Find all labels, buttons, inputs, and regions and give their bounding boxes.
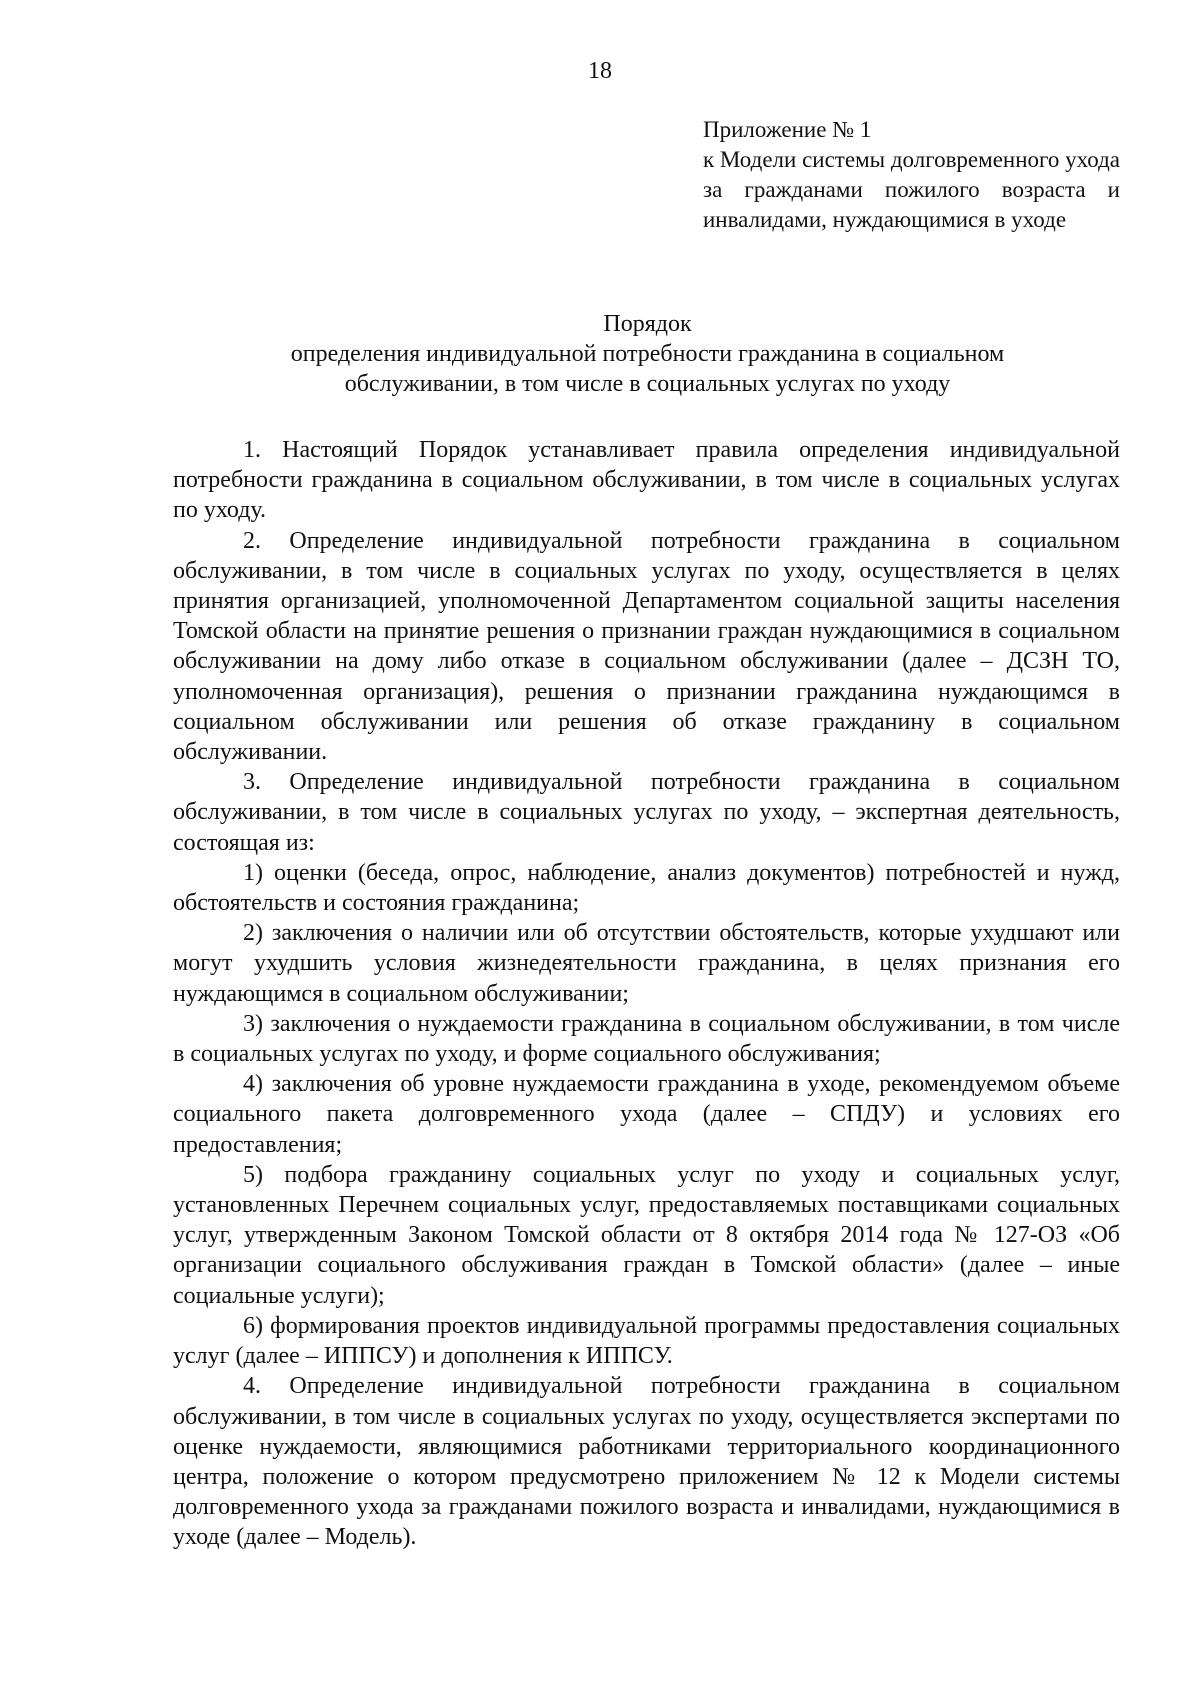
list-item-5: 5) подбора гражданину социальных услуг по уходу и социальных услуг, установленных Перечнем социальных услуг, предоставляемых поставщиками социальных услуг, утвержденным Законом Томской области от 8 октября 2014 года № 127-ОЗ «Об организации социального обслуживания граждан в Томской области» (далее – иные социальные услуги); <box>173 1161 1120 1309</box>
paragraph-4: 4. Определение индивидуальной потребности гражданина в социальном обслуживании, в том числе в социальных услугах по уходу, осуществляется экспертами по оценке нуждаемости, являющимися работниками территориального координационного центра, положение о котором предусмотрено приложением № 12 к Модели системы долговременного ухода за гражданами пожилого возраста и инвалидами, нуждающимися в уходе (далее – Модель). <box>173 1373 1120 1551</box>
paragraph-3: 3. Определение индивидуальной потребности гражданина в социальном обслуживании, в том числе в социальных услугах по уходу, – экспертная деятельность, состоящая из: <box>173 769 1120 856</box>
paragraph-2: 2. Определение индивидуальной потребности гражданина в социальном обслуживании, в том числе в социальных услугах по уходу, осуществляется в целях принятия организацией, уполномоченной Департаментом социальной защиты населения Томской области на принятие решения о признании граждан нуждающимися в социальном обслуживании на дому либо отказе в социальном обслуживании (далее – ДСЗН ТО, уполномоченная организация), решения о признании гражданина нуждающимся в социальном обслуживании или решения об отказе гражданину в социальном обслуживании. <box>173 527 1120 766</box>
list-item-3: 3) заключения о нуждаемости гражданина в социальном обслуживании, в том числе в социальных услугах по уходу, и форме социального обслуживания; <box>173 1010 1120 1068</box>
list-item-4: 4) заключения об уровне нуждаемости гражданина в уходе, рекомендуемом объеме социального пакета долговременного ухода (далее – СПДУ) и условиях его предоставления; <box>173 1071 1120 1158</box>
list-item-1: 1) оценки (беседа, опрос, наблюдение, анализ документов) потребностей и нужд, обстоятельств и состояния гражданина; <box>173 859 1120 917</box>
page-number: 18 <box>588 58 612 84</box>
appendix-title: Приложение № 1 <box>703 117 872 142</box>
heading-subtitle-line-2: обслуживании, в том числе в социальных услугах по уходу <box>344 371 951 397</box>
heading-subtitle-line-1: определения индивидуальной потребности гражданина в социальном <box>290 341 1005 367</box>
document-body <box>173 435 1120 1553</box>
appendix-text: к Модели системы долговременного ухода за гражданами пожилого возраста и инвалидами, нуждающимися в уходе <box>703 147 1120 232</box>
appendix-block <box>703 115 1120 235</box>
list-item-2: 2) заключения о наличии или об отсутствии обстоятельств, которые ухудшают или могут ухудшить условия жизнедеятельности гражданина, в целях признания его нуждающимся в социальном обслуживании; <box>173 920 1120 1007</box>
document-heading <box>175 309 1120 399</box>
list-item-6: 6) формирования проектов индивидуальной программы предоставления социальных услуг (далее – ИППСУ) и дополнения к ИППСУ. <box>173 1312 1120 1370</box>
paragraph-1: 1. Настоящий Порядок устанавливает правила определения индивидуальной потребности гражданина в социальном обслуживании, в том числе в социальных услугах по уходу. <box>173 437 1120 524</box>
heading-title: Порядок <box>603 311 692 337</box>
